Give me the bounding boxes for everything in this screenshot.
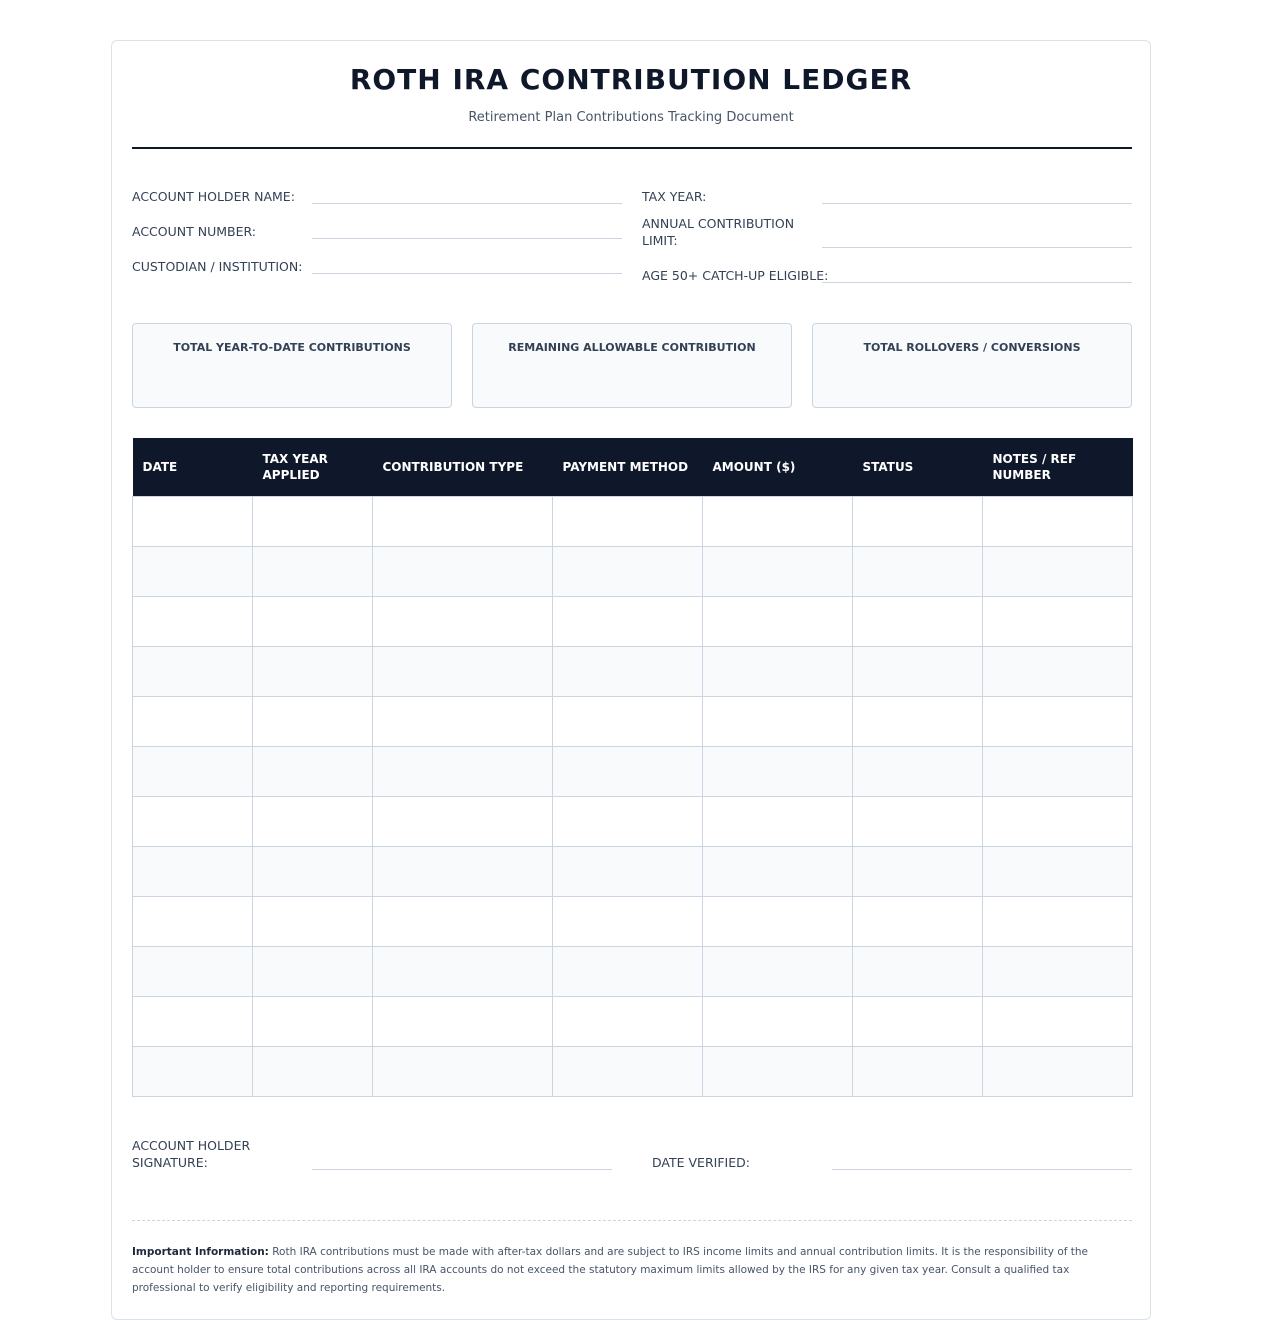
table-header-row [133,438,1133,496]
table-cell[interactable] [253,896,373,946]
date-verified-label: DATE VERIFIED: [652,1155,750,1170]
table-cell[interactable] [853,846,983,896]
table-cell[interactable] [253,846,373,896]
summary-label-rollovers: TOTAL ROLLOVERS / CONVERSIONS [863,341,1081,354]
table-cell[interactable] [853,896,983,946]
signature-label: ACCOUNT HOLDER SIGNATURE: [132,1138,251,1170]
tax-year-label: TAX YEAR: [642,189,707,204]
account-number-label: ACCOUNT NUMBER: [132,224,257,239]
table-cell[interactable] [253,696,373,746]
title-divider [132,147,1132,149]
account-number-field[interactable] [312,238,622,239]
column-header-amount: AMOUNT ($) [703,438,853,496]
table-cell[interactable] [983,596,1133,646]
table-cell[interactable] [373,646,553,696]
tax-year-field[interactable] [822,203,1132,204]
column-header-payment-method: PAYMENT METHOD [553,438,703,496]
table-cell[interactable] [703,496,853,546]
table-cell[interactable] [253,496,373,546]
table-cell[interactable] [253,596,373,646]
table-cell[interactable] [983,946,1133,996]
table-cell[interactable] [373,796,553,846]
table-cell[interactable] [133,796,253,846]
table-cell[interactable] [253,646,373,696]
table-cell[interactable] [133,896,253,946]
summary-label-remaining: REMAINING ALLOWABLE CONTRIBUTION [508,341,756,354]
table-cell[interactable] [373,546,553,596]
table-row [133,746,1133,796]
table-cell[interactable] [553,746,703,796]
table-cell[interactable] [703,746,853,796]
table-cell[interactable] [133,846,253,896]
table-cell[interactable] [703,996,853,1046]
table-cell[interactable] [133,1046,253,1096]
annual-limit-label: ANNUAL CONTRIBUTION LIMIT: [642,216,795,248]
table-cell[interactable] [133,996,253,1046]
catch-up-field[interactable] [822,282,1132,283]
table-cell[interactable] [133,746,253,796]
signature-field[interactable] [312,1169,612,1170]
column-header-notes: NOTES / REF NUMBER [983,438,1133,496]
annual-limit-field[interactable] [822,247,1132,248]
table-row [133,596,1133,646]
table-row [133,496,1133,546]
table-cell[interactable] [133,646,253,696]
table-row [133,796,1133,846]
column-header-date: DATE [133,438,253,496]
table-cell[interactable] [553,1046,703,1096]
table-cell[interactable] [253,946,373,996]
ledger-page [111,40,1151,1320]
table-cell[interactable] [853,496,983,546]
account-holder-name-field[interactable] [312,203,622,204]
table-cell[interactable] [553,796,703,846]
summary-box-rollovers [812,323,1132,408]
notice-heading: Important Information: [132,1246,269,1258]
table-cell[interactable] [983,546,1133,596]
date-verified-field[interactable] [832,1169,1132,1170]
notice-text: Roth IRA contributions must be made with after-tax dollars and are subject to IRS income limits and annual contribution limits. It is the responsibility of the account holder to ensure total contributions across all IRA accounts do not exceed the statutory maximum limits allowed by the IRS for any given tax year. Consult a qualified tax professional to verify eligibility and reporting requirements. [132,1246,1089,1294]
summary-label-ytd: TOTAL YEAR-TO-DATE CONTRIBUTIONS [173,341,411,354]
table-cell[interactable] [373,946,553,996]
table-cell[interactable] [253,796,373,846]
summary-box-remaining [472,323,792,408]
table-cell[interactable] [373,996,553,1046]
table-cell[interactable] [253,746,373,796]
table-cell[interactable] [373,846,553,896]
contribution-table [132,438,1133,1097]
table-cell[interactable] [133,546,253,596]
table-cell[interactable] [133,496,253,546]
table-cell[interactable] [553,946,703,996]
document-title: ROTH IRA CONTRIBUTION LEDGER [349,63,913,96]
summary-box-ytd [132,323,452,408]
table-row [133,946,1133,996]
table-cell[interactable] [373,696,553,746]
table-cell[interactable] [373,1046,553,1096]
table-cell[interactable] [983,996,1133,1046]
table-cell[interactable] [373,596,553,646]
table-cell[interactable] [133,596,253,646]
table-cell[interactable] [853,1046,983,1096]
table-cell[interactable] [553,846,703,896]
document-subtitle: Retirement Plan Contributions Tracking Document [468,110,794,125]
table-cell[interactable] [553,496,703,546]
table-cell[interactable] [853,596,983,646]
table-row [133,1046,1133,1096]
table-cell[interactable] [253,546,373,596]
table-cell[interactable] [373,496,553,546]
table-cell[interactable] [853,946,983,996]
table-cell[interactable] [703,1046,853,1096]
table-cell[interactable] [553,646,703,696]
table-cell[interactable] [853,746,983,796]
table-row [133,896,1133,946]
column-header-tax-year-applied: TAX YEAR APPLIED [253,438,373,496]
table-cell[interactable] [853,696,983,746]
table-cell[interactable] [253,1046,373,1096]
table-cell[interactable] [253,996,373,1046]
table-cell[interactable] [853,646,983,696]
table-cell[interactable] [853,796,983,846]
table-cell[interactable] [553,696,703,746]
table-cell[interactable] [853,996,983,1046]
table-cell[interactable] [703,846,853,896]
table-cell[interactable] [703,896,853,946]
important-information [132,1243,1132,1297]
table-cell[interactable] [553,596,703,646]
table-cell[interactable] [373,746,553,796]
table-cell[interactable] [553,896,703,946]
table-cell[interactable] [983,696,1133,746]
table-row [133,696,1133,746]
table-cell[interactable] [703,946,853,996]
table-cell[interactable] [133,946,253,996]
table-cell[interactable] [703,646,853,696]
table-row [133,546,1133,596]
table-cell[interactable] [703,596,853,646]
table-cell[interactable] [983,646,1133,696]
table-cell[interactable] [703,546,853,596]
custodian-field[interactable] [312,273,622,274]
table-row [133,646,1133,696]
table-row [133,846,1133,896]
table-row [133,996,1133,1046]
table-cell[interactable] [983,796,1133,846]
column-header-contribution-type: CONTRIBUTION TYPE [373,438,553,496]
account-holder-name-label: ACCOUNT HOLDER NAME: [132,189,295,204]
table-cell[interactable] [853,546,983,596]
table-cell[interactable] [553,546,703,596]
table-cell[interactable] [133,696,253,746]
footer-divider [132,1220,1132,1221]
table-cell[interactable] [703,696,853,746]
catch-up-label: AGE 50+ CATCH-UP ELIGIBLE: [642,268,829,283]
table-cell[interactable] [983,846,1133,896]
table-cell[interactable] [373,896,553,946]
table-cell[interactable] [553,996,703,1046]
table-cell[interactable] [703,796,853,846]
table-cell[interactable] [983,746,1133,796]
table-cell[interactable] [983,1046,1133,1096]
table-cell[interactable] [983,496,1133,546]
custodian-label: CUSTODIAN / INSTITUTION: [132,259,303,274]
column-header-status: STATUS [853,438,983,496]
table-cell[interactable] [983,896,1133,946]
